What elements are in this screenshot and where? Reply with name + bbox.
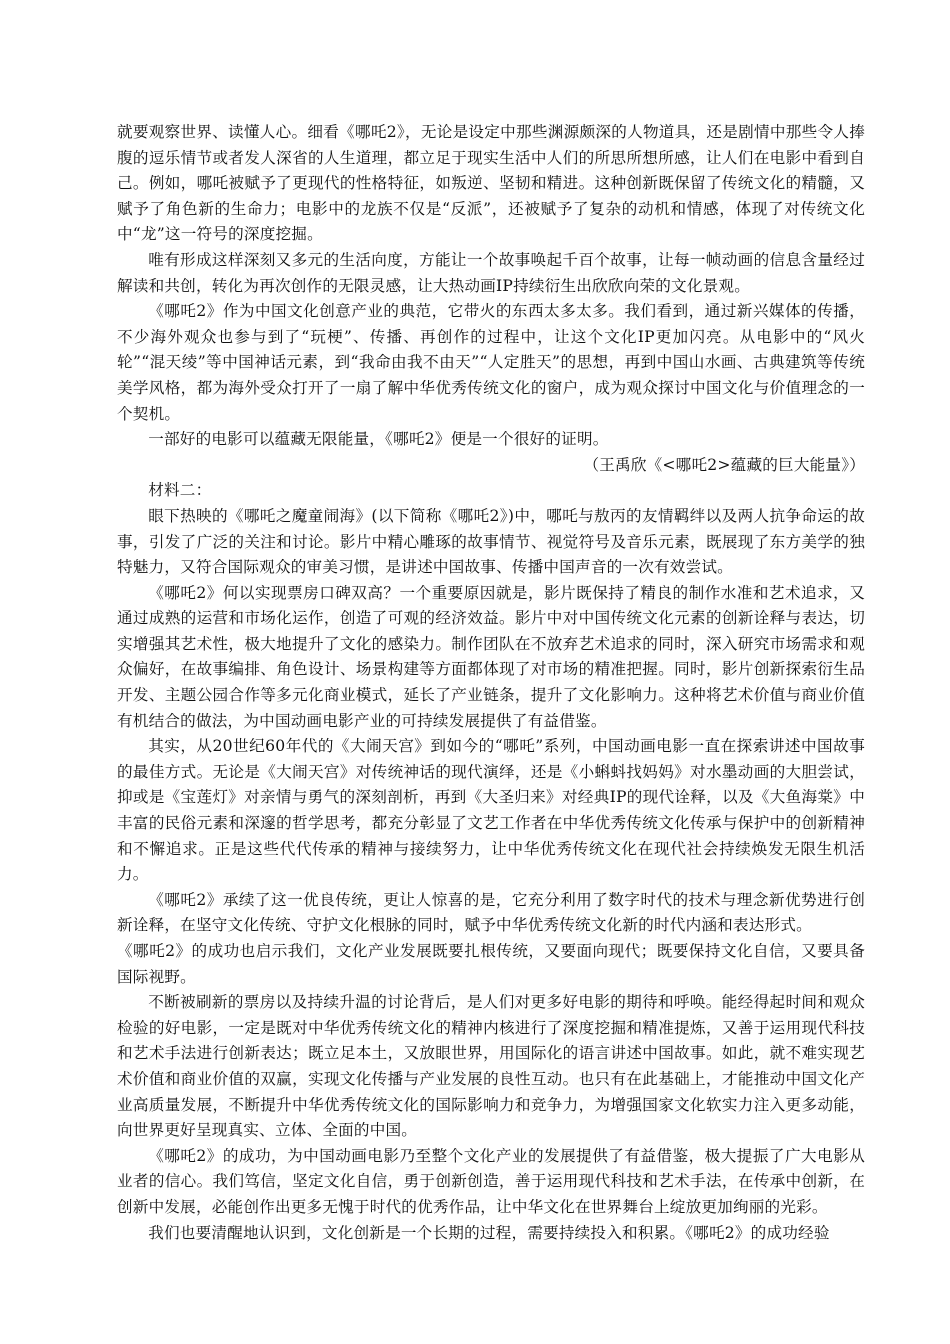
material-one-source: （王禹欣《<哪吒2>蕴藏的巨大能量》）	[583, 455, 865, 474]
material-two-paragraph-8: 我们也要清醒地认识到，文化创新是一个长期的过程，需要持续投入和积累。《哪吒2》的成功经验	[148, 1223, 830, 1242]
material-two-paragraph-4: 《哪吒2》承续了这一优良传统，更让人惊喜的是，它充分利用了数字时代的技术与理念新优势进行创新诠释，在坚守文化传统、守护文化根脉的同时，赋予中华优秀传统文化新的时代内涵和表达形式。	[117, 890, 865, 935]
material-two-paragraph-5: 《哪吒2》的成功也启示我们，文化产业发展既要扎根传统，又要面向现代；既要保持文化自信，又要具备国际视野。	[117, 942, 865, 986]
material-one-paragraph-4: 一部好的电影可以蕴藏无限能量，《哪吒2》便是一个很好的证明。	[148, 430, 609, 449]
material-two-paragraph-2: 《哪吒2》何以实现票房口碑双高？一个重要原因就是，影片既保持了精良的制作水准和艺术追求，又通过成熟的运营和市场化运作，创造了可观的经济效益。影片中对中国传统文化元素的创新诠释与表达，切实增强其艺术性，极大地提升了文化的感染力。制作团队在不放弃艺术追求的同时，深入研究市场需求和观众偏好，在故事编排、角色设计、场景构建等方面都体现了对市场的精准把握。同时，影片创新探索衍生品开发、主题公园合作等多元化商业模式，延长了产业链条，提升了文化影响力。这种将艺术价值与商业价值有机结合的做法，为中国动画电影产业的可持续发展提供了有益借鉴。	[117, 583, 865, 730]
material-one-paragraph-2: 唯有形成这样深刻又多元的生活向度，方能让一个故事唤起千百个故事，让每一帧动画的信息含量经过解读和共创，转化为再次创作的无限灵感，让大热动画IP持续衍生出欣欣向荣的文化景观。	[117, 250, 865, 295]
material-two-paragraph-6: 不断被刷新的票房以及持续升温的讨论背后，是人们对更多好电影的期待和呼唤。能经得起时间和观众检验的好电影，一定是既对中华优秀传统文化的精神内核进行了深度挖掘和精准提炼，又善于运用现代科技和艺术手法进行创新表达；既立足本土，又放眼世界，用国际化的语言讲述中国故事。如此，就不难实现艺术价值和商业价值的双赢，实现文化传播与产业发展的良性互动。也只有在此基础上，才能推动中国文化产业高质量发展，不断提升中华优秀传统文化的国际影响力和竞争力，为增强国家文化软实力注入更多动能，向世界更好呈现真实、立体、全面的中国。	[117, 993, 865, 1140]
material-one-paragraph-3: 《哪吒2》作为中国文化创意产业的典范，它带火的东西太多太多。我们看到，通过新兴媒体的传播，不少海外观众也参与到了“玩梗”、传播、再创作的过程中，让这个文化IP更加闪亮。从电影中的“风火轮”“混天绫”等中国神话元素，到“我命由我不由天”“人定胜天”的思想，再到中国山水画、古典建筑等传统美学风格，都为海外受众打开了一扇了解中华优秀传统文化的窗户，成为观众探讨中国文化与价值理念的一个契机。	[117, 302, 865, 423]
material-two-paragraph-3: 其实，从20世纪60年代的《大闹天宫》到如今的“哪吒”系列，中国动画电影一直在探索讲述中国故事的最佳方式。无论是《大闹天宫》对传统神话的现代演绎，还是《小蝌蚪找妈妈》对水墨动画的大胆尝试，抑或是《宝莲灯》对亲情与勇气的深刻剖析，再到《大圣归来》对经典IP的现代诠释，以及《大鱼海棠》中丰富的民俗元素和深邃的哲学思考，都充分彰显了文艺工作者在中华优秀传统文化传承与保护中的创新精神和不懈追求。正是这些代代传承的精神与接续努力，让中华优秀传统文化在现代社会持续焕发无限生机活力。	[117, 737, 865, 884]
material-two-label: 材料二：	[148, 481, 212, 500]
material-two-paragraph-1: 眼下热映的《哪吒之魔童闹海》(以下简称《哪吒2》)中，哪吒与敖丙的友情羁绊以及两人抗争命运的故事，引发了广泛的关注和讨论。影片中精心雕琢的故事情节、视觉符号及音乐元素，既展现了东方美学的独特魅力，又符合国际观众的审美习惯，是讲述中国故事、传播中国声音的一次有效尝试。	[117, 506, 865, 577]
material-one-paragraph-1: 就要观察世界、读懂人心。细看《哪吒2》，无论是设定中那些渊源颇深的人物道具，还是剧情中那些令人捧腹的逗乐情节或者发人深省的人生道理，都立足于现实生活中人们的所思所想所感，让人们在电影中看到自己。例如，哪吒被赋予了更现代的性格特征，如叛逆、坚韧和精进。这种创新既保留了传统文化的精髓，又赋予了角色新的生命力；电影中的龙族不仅是“反派”，还被赋予了复杂的动机和情感，体现了对传统文化中“龙”这一符号的深度挖掘。	[117, 123, 865, 244]
material-two-paragraph-7: 《哪吒2》的成功，为中国动画电影乃至整个文化产业的发展提供了有益借鉴，极大提振了广大电影从业者的信心。我们笃信，坚定文化自信，勇于创新创造，善于运用现代科技和艺术手法，在传承中创新，在创新中发展，必能创作出更多无愧于时代的优秀作品，让中华文化在世界舞台上绽放更加绚丽的光彩。	[117, 1146, 865, 1216]
